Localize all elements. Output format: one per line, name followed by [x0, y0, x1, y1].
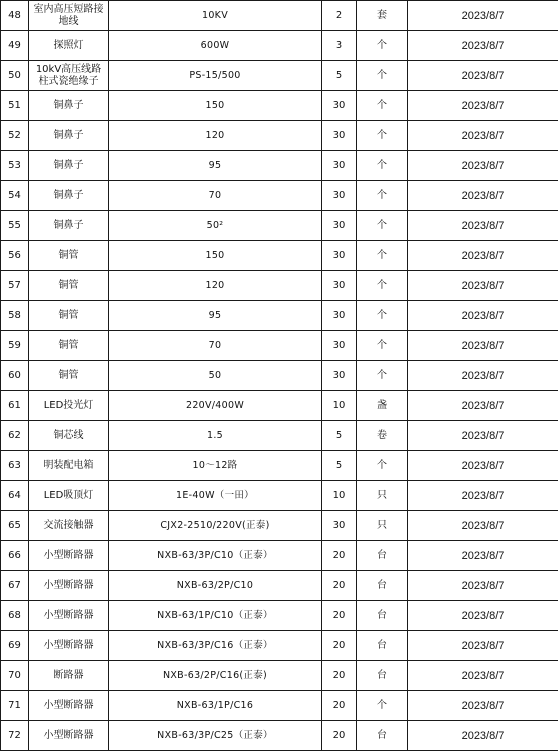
item-spec-cell: 95 — [109, 151, 322, 181]
unit-cell: 个 — [357, 361, 408, 391]
item-name-cell: 铜芯线 — [29, 421, 109, 451]
row-number-cell: 48 — [1, 1, 29, 31]
row-number-cell: 63 — [1, 451, 29, 481]
unit-cell: 个 — [357, 271, 408, 301]
unit-cell: 套 — [357, 1, 408, 31]
table-row — [1, 601, 558, 631]
unit-cell: 台 — [357, 721, 408, 751]
table-row — [1, 511, 558, 541]
date-cell: 2023/8/7 — [408, 241, 558, 271]
date-cell: 2023/8/7 — [408, 331, 558, 361]
table-row — [1, 31, 558, 61]
unit-cell: 个 — [357, 121, 408, 151]
quantity-cell: 30 — [322, 361, 357, 391]
item-name-cell: 铜鼻子 — [29, 181, 109, 211]
row-number-cell: 53 — [1, 151, 29, 181]
item-spec-cell: NXB-63/2P/C10 — [109, 571, 322, 601]
unit-cell: 个 — [357, 331, 408, 361]
date-cell: 2023/8/7 — [408, 631, 558, 661]
date-cell: 2023/8/7 — [408, 421, 558, 451]
table-row — [1, 241, 558, 271]
date-cell: 2023/8/7 — [408, 361, 558, 391]
item-spec-cell: 120 — [109, 271, 322, 301]
table-row — [1, 211, 558, 241]
item-name-cell: 小型断路器 — [29, 571, 109, 601]
table-row — [1, 541, 558, 571]
item-name-cell: 小型断路器 — [29, 631, 109, 661]
quantity-cell: 20 — [322, 571, 357, 601]
quantity-cell: 30 — [322, 271, 357, 301]
row-number-cell: 72 — [1, 721, 29, 751]
table-row — [1, 1, 558, 31]
unit-cell: 只 — [357, 481, 408, 511]
unit-cell: 个 — [357, 151, 408, 181]
unit-cell: 个 — [357, 61, 408, 91]
table-row — [1, 181, 558, 211]
item-spec-cell: 220V/400W — [109, 391, 322, 421]
unit-cell: 台 — [357, 601, 408, 631]
unit-cell: 个 — [357, 301, 408, 331]
table-row — [1, 121, 558, 151]
quantity-cell: 10 — [322, 481, 357, 511]
item-spec-cell: 95 — [109, 301, 322, 331]
row-number-cell: 67 — [1, 571, 29, 601]
unit-cell: 个 — [357, 691, 408, 721]
date-cell: 2023/8/7 — [408, 61, 558, 91]
table-row — [1, 691, 558, 721]
item-name-cell: 铜鼻子 — [29, 121, 109, 151]
quantity-cell: 30 — [322, 241, 357, 271]
row-number-cell: 60 — [1, 361, 29, 391]
table-row — [1, 361, 558, 391]
quantity-cell: 5 — [322, 61, 357, 91]
quantity-cell: 5 — [322, 451, 357, 481]
row-number-cell: 50 — [1, 61, 29, 91]
item-spec-cell: NXB-63/1P/C10（正泰） — [109, 601, 322, 631]
item-spec-cell: 150 — [109, 241, 322, 271]
table-body — [1, 1, 558, 751]
quantity-cell: 10 — [322, 391, 357, 421]
unit-cell: 个 — [357, 211, 408, 241]
table-row — [1, 391, 558, 421]
table-row — [1, 421, 558, 451]
quantity-cell: 20 — [322, 631, 357, 661]
item-name-cell: 小型断路器 — [29, 541, 109, 571]
unit-cell: 个 — [357, 181, 408, 211]
row-number-cell: 64 — [1, 481, 29, 511]
unit-cell: 个 — [357, 451, 408, 481]
quantity-cell: 20 — [322, 541, 357, 571]
item-name-cell: 铜管 — [29, 271, 109, 301]
date-cell: 2023/8/7 — [408, 451, 558, 481]
item-name-cell: 断路器 — [29, 661, 109, 691]
date-cell: 2023/8/7 — [408, 691, 558, 721]
row-number-cell: 69 — [1, 631, 29, 661]
item-name-cell: 铜鼻子 — [29, 211, 109, 241]
quantity-cell: 20 — [322, 601, 357, 631]
row-number-cell: 59 — [1, 331, 29, 361]
quantity-cell: 30 — [322, 151, 357, 181]
unit-cell: 只 — [357, 511, 408, 541]
item-spec-cell: 10KV — [109, 1, 322, 31]
row-number-cell: 70 — [1, 661, 29, 691]
item-name-cell: 小型断路器 — [29, 691, 109, 721]
date-cell: 2023/8/7 — [408, 601, 558, 631]
date-cell: 2023/8/7 — [408, 181, 558, 211]
quantity-cell: 30 — [322, 211, 357, 241]
date-cell: 2023/8/7 — [408, 271, 558, 301]
table-row — [1, 481, 558, 511]
row-number-cell: 61 — [1, 391, 29, 421]
unit-cell: 个 — [357, 241, 408, 271]
row-number-cell: 71 — [1, 691, 29, 721]
quantity-cell: 2 — [322, 1, 357, 31]
table-row — [1, 301, 558, 331]
item-name-cell: 明装配电箱 — [29, 451, 109, 481]
quantity-cell: 30 — [322, 511, 357, 541]
row-number-cell: 56 — [1, 241, 29, 271]
item-spec-cell: 70 — [109, 181, 322, 211]
item-spec-cell: NXB-63/1P/C16 — [109, 691, 322, 721]
unit-cell: 台 — [357, 631, 408, 661]
row-number-cell: 55 — [1, 211, 29, 241]
item-name-cell: 铜鼻子 — [29, 151, 109, 181]
row-number-cell: 57 — [1, 271, 29, 301]
item-spec-cell: 10～12路 — [109, 451, 322, 481]
row-number-cell: 58 — [1, 301, 29, 331]
quantity-cell: 20 — [322, 661, 357, 691]
row-number-cell: 51 — [1, 91, 29, 121]
item-spec-cell: 1E-40W（一田） — [109, 481, 322, 511]
row-number-cell: 49 — [1, 31, 29, 61]
quantity-cell: 30 — [322, 331, 357, 361]
table-row — [1, 661, 558, 691]
quantity-cell: 30 — [322, 181, 357, 211]
item-spec-cell: CJX2-2510/220V(正泰) — [109, 511, 322, 541]
item-name-cell: LED投光灯 — [29, 391, 109, 421]
date-cell: 2023/8/7 — [408, 211, 558, 241]
item-spec-cell: 70 — [109, 331, 322, 361]
date-cell: 2023/8/7 — [408, 91, 558, 121]
date-cell: 2023/8/7 — [408, 571, 558, 601]
quantity-cell: 3 — [322, 31, 357, 61]
item-spec-cell: 150 — [109, 91, 322, 121]
date-cell: 2023/8/7 — [408, 301, 558, 331]
item-name-cell: LED吸顶灯 — [29, 481, 109, 511]
quantity-cell: 30 — [322, 301, 357, 331]
table-row — [1, 721, 558, 751]
item-spec-cell: NXB-63/3P/C10（正泰） — [109, 541, 322, 571]
item-name-cell: 铜鼻子 — [29, 91, 109, 121]
quantity-cell: 5 — [322, 421, 357, 451]
item-name-cell: 小型断路器 — [29, 721, 109, 751]
item-name-cell: 交流接触器 — [29, 511, 109, 541]
item-spec-cell: 50 — [109, 361, 322, 391]
item-spec-cell: 1.5 — [109, 421, 322, 451]
item-spec-cell: NXB-63/3P/C16（正泰） — [109, 631, 322, 661]
item-name-cell: 10kV高压线路柱式瓷绝缘子 — [29, 61, 109, 91]
table-row — [1, 271, 558, 301]
unit-cell: 台 — [357, 661, 408, 691]
item-spec-cell: PS-15/500 — [109, 61, 322, 91]
row-number-cell: 54 — [1, 181, 29, 211]
item-spec-cell: 50² — [109, 211, 322, 241]
quantity-cell: 30 — [322, 121, 357, 151]
unit-cell: 盏 — [357, 391, 408, 421]
unit-cell: 台 — [357, 541, 408, 571]
table-row — [1, 91, 558, 121]
row-number-cell: 52 — [1, 121, 29, 151]
item-spec-cell: 120 — [109, 121, 322, 151]
row-number-cell: 65 — [1, 511, 29, 541]
date-cell: 2023/8/7 — [408, 391, 558, 421]
date-cell: 2023/8/7 — [408, 121, 558, 151]
table-row — [1, 451, 558, 481]
item-name-cell: 室内高压短路接地线 — [29, 1, 109, 31]
item-name-cell: 铜管 — [29, 331, 109, 361]
date-cell: 2023/8/7 — [408, 481, 558, 511]
date-cell: 2023/8/7 — [408, 1, 558, 31]
quantity-cell: 20 — [322, 691, 357, 721]
date-cell: 2023/8/7 — [408, 661, 558, 691]
date-cell: 2023/8/7 — [408, 511, 558, 541]
item-name-cell: 小型断路器 — [29, 601, 109, 631]
item-spec-cell: NXB-63/3P/C25（正泰） — [109, 721, 322, 751]
date-cell: 2023/8/7 — [408, 721, 558, 751]
table-row — [1, 571, 558, 601]
unit-cell: 台 — [357, 571, 408, 601]
table-row — [1, 631, 558, 661]
unit-cell: 个 — [357, 31, 408, 61]
table-row — [1, 151, 558, 181]
date-cell: 2023/8/7 — [408, 31, 558, 61]
row-number-cell: 62 — [1, 421, 29, 451]
item-name-cell: 铜管 — [29, 241, 109, 271]
item-name-cell: 探照灯 — [29, 31, 109, 61]
quantity-cell: 30 — [322, 91, 357, 121]
row-number-cell: 66 — [1, 541, 29, 571]
date-cell: 2023/8/7 — [408, 151, 558, 181]
item-name-cell: 铜管 — [29, 361, 109, 391]
date-cell: 2023/8/7 — [408, 541, 558, 571]
item-spec-cell: 600W — [109, 31, 322, 61]
unit-cell: 卷 — [357, 421, 408, 451]
table-row — [1, 331, 558, 361]
unit-cell: 个 — [357, 91, 408, 121]
table-row — [1, 61, 558, 91]
item-name-cell: 铜管 — [29, 301, 109, 331]
quantity-cell: 20 — [322, 721, 357, 751]
item-spec-cell: NXB-63/2P/C16(正泰) — [109, 661, 322, 691]
row-number-cell: 68 — [1, 601, 29, 631]
